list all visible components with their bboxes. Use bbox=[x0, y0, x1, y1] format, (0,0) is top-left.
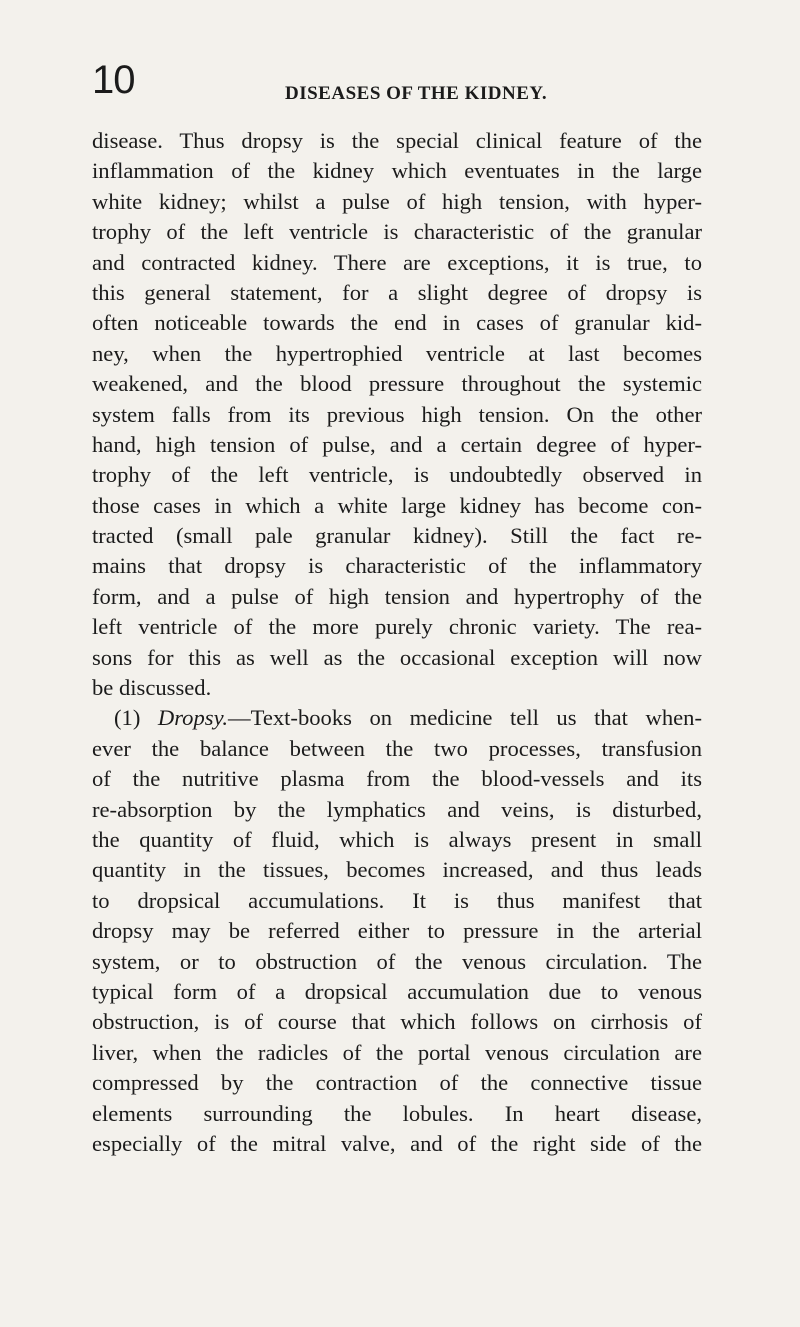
text-line: this general statement, for a slight degree of dropsy is bbox=[92, 279, 702, 305]
text-line: form, and a pulse of high tension and hypertrophy of the bbox=[92, 583, 702, 609]
text-run: —Text-books on medicine tell us that when- bbox=[228, 705, 702, 731]
text-line: often noticeable towards the end in cases of granular kid- bbox=[92, 310, 702, 336]
running-title: DISEASES OF THE KIDNEY. bbox=[285, 83, 548, 104]
text-line: dropsy may be referred either to pressure in the arterial bbox=[92, 918, 702, 944]
text-line: system, or to obstruction of the venous circulation. The bbox=[92, 948, 702, 974]
text-line: weakened, and the blood pressure throughout the systemic bbox=[92, 371, 702, 397]
paragraph bbox=[92, 126, 702, 703]
text-line: hand, high tension of pulse, and a certain degree of hyper- bbox=[92, 431, 702, 457]
section-number: (1) bbox=[114, 705, 158, 731]
text-line: be discussed. bbox=[92, 675, 212, 701]
text-line: elements surrounding the lobules. In heart disease, bbox=[92, 1100, 702, 1126]
text-line: tracted (small pale granular kidney). Still the fact re- bbox=[92, 523, 702, 549]
text-line: trophy of the left ventricle, is undoubtedly observed in bbox=[92, 462, 702, 488]
text-line: re-absorption by the lymphatics and veins, is disturbed, bbox=[92, 796, 702, 822]
text-line: of the nutritive plasma from the blood-vessels and its bbox=[92, 766, 702, 792]
text-line: left ventricle of the more purely chronic variety. The rea- bbox=[92, 614, 702, 640]
text-line: inflammation of the kidney which eventuates in the large bbox=[92, 158, 702, 184]
text-line: compressed by the contraction of the connective tissue bbox=[92, 1070, 702, 1096]
page-number: 10 bbox=[92, 58, 135, 102]
body-text bbox=[92, 126, 702, 1159]
text-line: sons for this as well as the occasional exception will now bbox=[92, 644, 702, 670]
text-line: mains that dropsy is characteristic of the inflammatory bbox=[92, 553, 702, 579]
text-line: obstruction, is of course that which follows on cirrhosis of bbox=[92, 1009, 702, 1035]
text-line: disease. Thus dropsy is the special clinical feature of the bbox=[92, 128, 702, 153]
text-line: typical form of a dropsical accumulation due to venous bbox=[92, 978, 702, 1004]
text-line: ever the balance between the two processes, transfusion bbox=[92, 735, 702, 761]
text-line bbox=[92, 703, 702, 733]
text-line: the quantity of fluid, which is always present in small bbox=[92, 826, 702, 852]
text-line: white kidney; whilst a pulse of high tension, with hyper- bbox=[92, 188, 702, 214]
text-line: and contracted kidney. There are exceptions, it is true, to bbox=[92, 249, 702, 275]
text-line: those cases in which a white large kidney has become con- bbox=[92, 492, 702, 518]
text-line: liver, when the radicles of the portal venous circulation are bbox=[92, 1039, 702, 1065]
section-heading: Dropsy. bbox=[157, 705, 228, 731]
text-line: quantity in the tissues, becomes increased, and thus leads bbox=[92, 857, 702, 883]
text-line: especially of the mitral valve, and of the right side of the bbox=[92, 1130, 702, 1156]
text-line: ney, when the hypertrophied ventricle at last becomes bbox=[92, 340, 702, 366]
text-line: system falls from its previous high tension. On the other bbox=[92, 401, 702, 427]
text-line: to dropsical accumulations. It is thus manifest that bbox=[92, 887, 702, 913]
text-line: trophy of the left ventricle is characteristic of the granular bbox=[92, 219, 702, 245]
paragraph bbox=[92, 703, 702, 1159]
